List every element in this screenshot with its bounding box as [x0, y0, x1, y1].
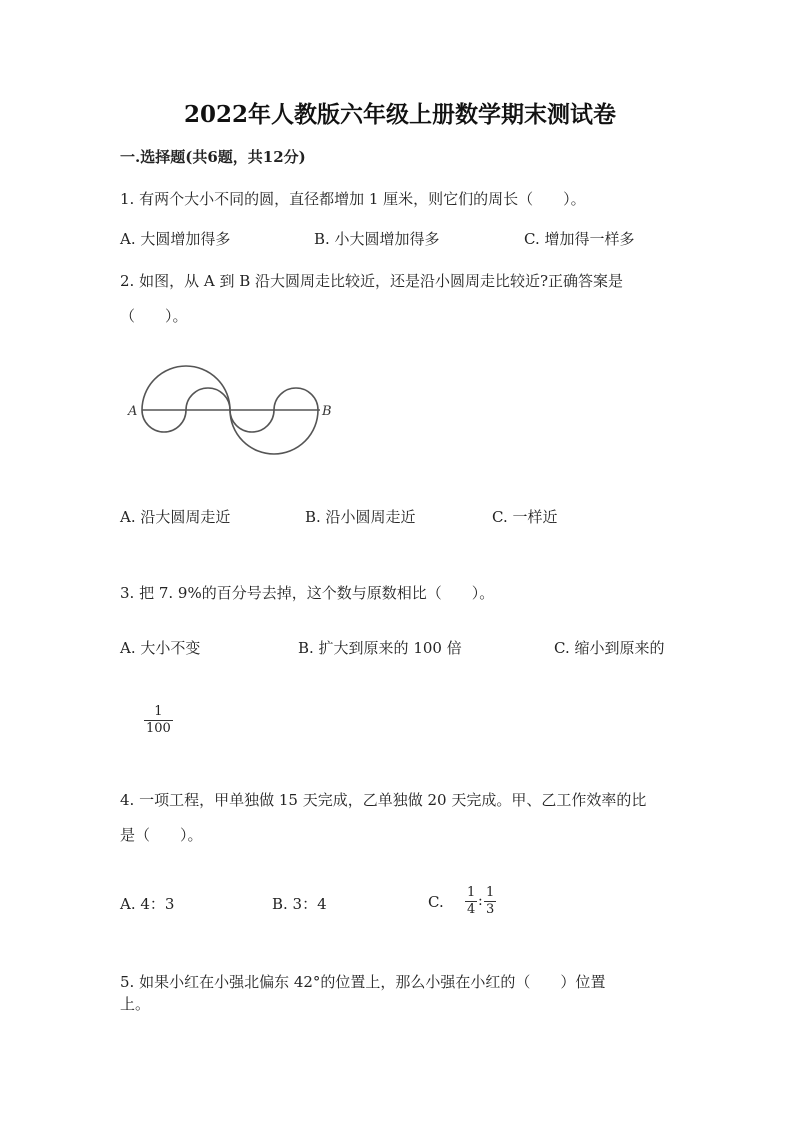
point-b-label: B — [322, 404, 332, 419]
question-2-option-c: C. 一样近 — [492, 508, 558, 526]
big-arc-top-left — [142, 366, 230, 410]
question-3-option-b: B. 扩大到原来的 100 倍 — [298, 639, 462, 657]
page-title: 2022年人教版六年级上册数学期末测试卷 — [183, 101, 616, 128]
ratio-b-denominator: 3 — [486, 902, 495, 917]
fraction-numerator: 1 — [154, 704, 163, 719]
question-5-text-cont: 上。 — [120, 995, 151, 1013]
small-arc-4 — [274, 388, 318, 410]
fraction-one-hundredth — [144, 705, 173, 736]
question-1-option-b: B. 小大圆增加得多 — [314, 230, 440, 248]
question-3-option-a: A. 大小不变 — [120, 639, 201, 657]
ratio-b-numerator: 1 — [486, 885, 495, 900]
question-1-text: 1. 有两个大小不同的圆，直径都增加 1 厘米，则它们的周长（ ）。 — [120, 190, 586, 208]
question-3-option-c: C. 缩小到原来的 — [554, 639, 665, 657]
ratio-a-denominator: 4 — [467, 902, 476, 917]
question-4-option-c: C. — [428, 893, 444, 911]
question-2-text-cont: （ ）。 — [120, 307, 188, 325]
question-4-text: 4. 一项工程，甲单独做 15 天完成，乙单独做 20 天完成。甲、乙工作效率的比 — [120, 791, 647, 809]
ratio-a-numerator: 1 — [467, 885, 476, 900]
question-4-option-a: A. 4：3 — [120, 895, 175, 913]
circle-path-figure — [126, 362, 346, 462]
question-2-option-b: B. 沿小圆周走近 — [305, 508, 416, 526]
question-3-text: 3. 把 7. 9%的百分号去掉，这个数与原数相比（ ）。 — [120, 584, 495, 602]
small-arc-2 — [186, 388, 230, 410]
ratio-separator: : — [478, 893, 483, 909]
question-4-text-cont: 是（ ）。 — [120, 826, 203, 844]
small-arc-1 — [142, 410, 186, 432]
question-1-option-c: C. 增加得一样多 — [524, 230, 635, 248]
question-1-option-a: A. 大圆增加得多 — [120, 230, 231, 248]
point-a-label: A — [128, 404, 138, 419]
fraction-denominator: 100 — [146, 721, 171, 736]
big-arc-bottom-right — [230, 410, 318, 454]
question-2-text: 2. 如图，从 A 到 B 沿大圆周走比较近，还是沿小圆周走比较近?正确答案是 — [120, 272, 624, 290]
question-4-option-b: B. 3：4 — [272, 895, 327, 913]
section-heading: 一.选择题(共6题，共12分) — [120, 148, 306, 166]
question-2-option-a: A. 沿大圆周走近 — [120, 508, 231, 526]
ratio-fraction-b — [484, 886, 496, 917]
ratio-fraction-a — [465, 886, 477, 917]
small-arc-3 — [230, 410, 274, 432]
question-5-text: 5. 如果小红在小强北偏东 42°的位置上，那么小强在小红的（ ）位置 — [120, 973, 606, 991]
